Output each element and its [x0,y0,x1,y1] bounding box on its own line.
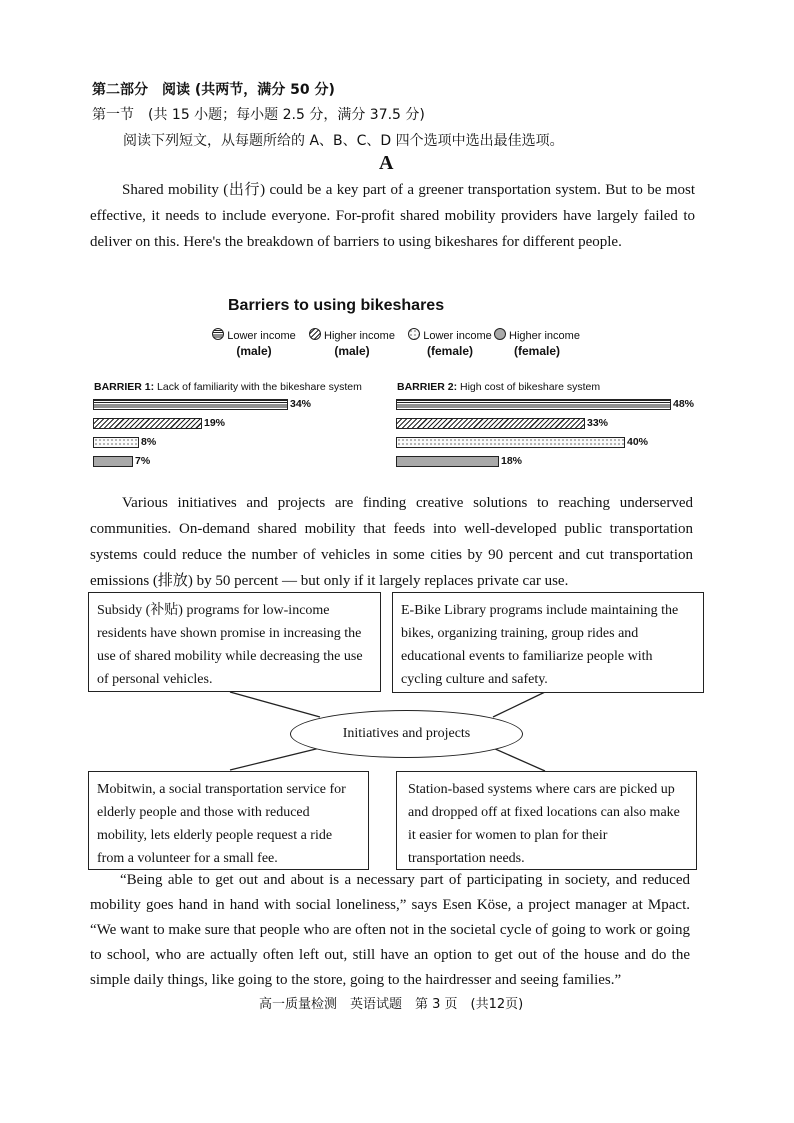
connector-top-left [230,692,320,717]
bar-label-barrier-1-higher-income-female: 7% [135,455,151,467]
bar-label-barrier-1-higher-income-male: 19% [204,417,226,429]
bar-label-barrier-2-lower-income-female: 40% [627,436,649,448]
subsidy-programs-box: Subsidy (补贴) programs for low-income residents have shown promise in increasing the use of shared mobility while decreasing the use of personal vehicles. [88,592,381,692]
bar-label-barrier-2-lower-income-male: 48% [673,398,695,410]
initiatives-paragraph: Various initiatives and projects are finding creative solutions to reaching underserved communities. On-demand shared mobility that feeds into well-developed public transportation systems could reduce the number of vehicles in some cities by 90 percent and cut transportation emissions (排放) by 50 percent — but only if it largely replaces private car use. [90,495,693,589]
legend-higher-income-male: Higher income (male) [307,328,397,358]
initiatives-oval: Initiatives and projects [290,710,523,758]
legend-lower-income-male: Lower income (male) [209,328,299,358]
barrier-1-title: BARRIER 1: Lack of familiarity with the bikeshare system [94,381,362,393]
bar-label-barrier-1-lower-income-female: 8% [141,436,157,448]
instruction-text: 阅读下列短文，从每题所给的 A、B、C、D 四个选项中选出最佳选项。 [123,133,564,149]
connector-bottom-left [230,748,320,770]
ebike-library-box: E-Bike Library programs include maintaining the bikes, organizing training, group rides and educational events to familiarize people with cycling culture and safety. [392,592,704,693]
quote-paragraph: “Being able to get out and about is a necessary part of participating in society, and reduced mobility goes hand in hand with social loneliness,” says Esen Köse, a project manager at Mpact. “We want to make sure that people who are often not in the societal cycle of going to work or going to school, who are actually often left out, still have an option to get out of the house and do the simple daily things, like going to the store, going to the hairdresser and seeing families.” [90,872,690,988]
barrier-2-title: BARRIER 2: High cost of bikeshare system [397,381,601,393]
bar-label-barrier-2-higher-income-male: 33% [587,417,609,429]
bar-label-barrier-2-higher-income-female: 18% [501,455,523,467]
legend-higher-income-female: Higher income (female) [492,328,582,358]
legend-lower-income-female: Lower income (female) [405,328,495,358]
station-based-box: Station-based systems where cars are picked up and dropped off at fixed locations can also make it easier for women to plan for their transportation needs. [396,771,697,870]
chart-title: Barriers to using bikeshares [228,297,445,314]
page-footer: 高一质量检测 英语试题 第 3 页 (共12页) [259,997,524,1012]
section-heading: 第一节 (共 15 小题；每小题 2.5 分，满分 37.5 分) [92,107,425,123]
mobitwin-box: Mobitwin, a social transportation service for elderly people and those with reduced mobility, lets elderly people request a ride from a volunteer for a small fee. [88,771,369,870]
connector-bottom-right [493,748,545,771]
intro-paragraph: Shared mobility (出行) could be a key part of a greener transportation system. But to be most effective, it needs to include everyone. For-profit shared mobility providers have largely failed to deliver on this. Here's the breakdown of barriers to using bikeshares for different people. [90,182,695,250]
part-heading: 第二部分 阅读 (共两节，满分 50 分) [92,82,335,98]
passage-letter: A [379,152,394,174]
connector-top-right [493,692,545,717]
bar-label-barrier-1-lower-income-male: 34% [290,398,312,410]
